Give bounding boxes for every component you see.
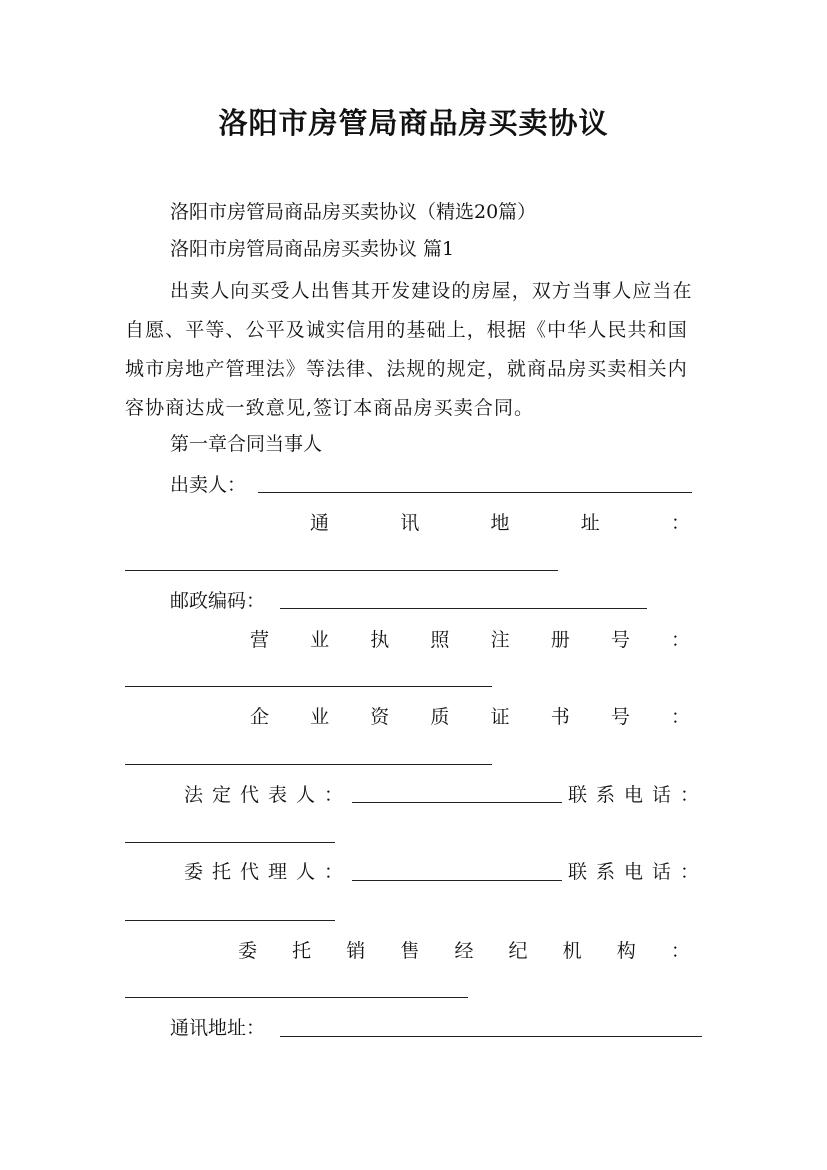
label-char: 号 <box>610 706 630 728</box>
agent-blank[interactable] <box>352 880 562 881</box>
label-char: 书 <box>550 706 570 728</box>
label-char: 照 <box>430 629 450 651</box>
label-char: 纪 <box>508 940 528 962</box>
label-char: 售 <box>400 940 420 962</box>
legal-rep-phone-blank[interactable] <box>125 842 335 843</box>
label-char: 销 <box>346 940 366 962</box>
label-char: 资 <box>370 706 390 728</box>
label-char: 执 <box>370 629 390 651</box>
label-char: 质 <box>430 706 450 728</box>
label-char: 册 <box>550 629 570 651</box>
qualification-cert-label <box>250 702 690 732</box>
label-char: 号 <box>610 629 630 651</box>
document-title: 洛阳市房管局商品房买卖协议 <box>218 106 609 140</box>
label-char: 经 <box>454 940 474 962</box>
legal-rep-label: 法定代表人： <box>184 784 353 806</box>
business-license-blank[interactable] <box>125 686 492 687</box>
label-char: ： <box>670 706 690 728</box>
agent-label: 委托代理人： <box>184 861 353 883</box>
qualification-cert-blank[interactable] <box>125 764 492 765</box>
label-char: 营 <box>250 629 270 651</box>
seller-address-blank[interactable] <box>125 570 558 571</box>
postcode-blank[interactable] <box>280 608 647 609</box>
intro-paragraph: 出卖人向买受人出售其开发建设的房屋，双方当事人应当在自愿、平等、公平及诚实信用的基础上，根据《中华人民共和国城市房地产管理法》等法律、法规的规定，就商品房买卖相关内容协商达成一致意见,签订本商品房买卖合同。 <box>125 280 693 419</box>
label-char: 业 <box>310 629 330 651</box>
label-char: 讯 <box>400 512 420 534</box>
label-char: ： <box>670 512 690 534</box>
label-char: 证 <box>490 706 510 728</box>
agent-phone-blank[interactable] <box>125 920 335 921</box>
label-char: 委 <box>238 940 258 962</box>
seller-address-label <box>310 508 690 538</box>
chapter-heading: 第一章合同当事人 <box>170 433 323 455</box>
label-char: 地 <box>490 512 510 534</box>
document-subtitle: 洛阳市房管局商品房买卖协议（精选20篇） <box>170 201 537 223</box>
label-char: ： <box>670 940 690 962</box>
broker-address-blank[interactable] <box>280 1036 702 1037</box>
seller-blank[interactable] <box>258 492 692 493</box>
section-heading: 洛阳市房管局商品房买卖协议 篇1 <box>170 238 455 260</box>
broker-address-label: 通讯地址： <box>170 1017 266 1039</box>
broker-agency-blank[interactable] <box>125 997 468 998</box>
label-char: 业 <box>310 706 330 728</box>
seller-label: 出卖人： <box>170 474 247 496</box>
legal-rep-phone-label: 联系电话： <box>568 784 709 806</box>
postcode-label: 邮政编码： <box>170 590 266 612</box>
label-char: 址 <box>580 512 600 534</box>
label-char: 托 <box>292 940 312 962</box>
label-char: 注 <box>490 629 510 651</box>
label-char: ： <box>670 629 690 651</box>
business-license-label <box>250 625 690 655</box>
agent-phone-label: 联系电话： <box>568 861 709 883</box>
label-char: 构 <box>616 940 636 962</box>
label-char: 通 <box>310 512 330 534</box>
label-char: 机 <box>562 940 582 962</box>
legal-rep-blank[interactable] <box>352 802 562 803</box>
label-char: 企 <box>250 706 270 728</box>
broker-agency-label <box>238 936 690 966</box>
